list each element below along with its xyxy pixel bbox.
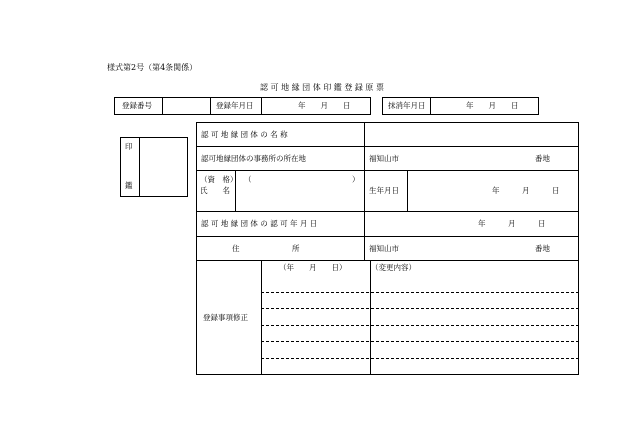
col-divider: [364, 211, 365, 260]
amendment-date-header: （年 月 日）: [279, 263, 347, 272]
representative-name-field[interactable]: [236, 189, 363, 209]
office-location-label: 認可地縁団体の事務所の所在地: [201, 154, 306, 163]
col-divider: [364, 170, 365, 211]
representative-name-label: 氏 名: [200, 186, 230, 195]
registration-date-label: 登録年月日: [216, 101, 254, 110]
birthdate-label: 生年月日: [369, 186, 399, 195]
col-divider: [407, 170, 408, 211]
address-label: 住 所: [232, 244, 300, 253]
divider: [210, 97, 211, 115]
office-location-suffix: 番地: [535, 154, 550, 163]
organization-name-field[interactable]: [365, 123, 578, 145]
qualification-field[interactable]: [250, 175, 350, 185]
office-location-city[interactable]: 福知山市: [369, 154, 399, 163]
organization-name-label: 認 可 地 縁 団 体 の 名 称: [201, 130, 288, 139]
row-divider: [196, 260, 579, 261]
qualification-paren-close: ）: [352, 175, 360, 184]
cancellation-date-label: 抹消年月日: [388, 101, 426, 110]
seal-label-top: 印: [125, 142, 133, 151]
registration-date-field[interactable]: 年 月 日: [298, 101, 351, 110]
qualification-paren-open: （: [244, 175, 252, 184]
amendment-label: 登録事項修正: [203, 313, 248, 322]
form-title: 認 可 地 縁 団 体 印 鑑 登 録 原 票: [260, 83, 384, 92]
row-divider: [196, 146, 579, 147]
qualification-label: （資 格）: [200, 175, 238, 184]
amendment-entry-area[interactable]: [262, 276, 578, 374]
divider: [261, 97, 262, 115]
form-number: 様式第2号（第4条関係）: [107, 63, 198, 72]
address-city[interactable]: 福知山市: [369, 244, 399, 253]
row-divider: [196, 170, 579, 171]
birthdate-field[interactable]: 年 月 日: [492, 186, 560, 195]
approval-date-label: 認 可 地 縁 団 体 の 認 可 年 月 日: [201, 219, 318, 228]
seal-impression-area[interactable]: [140, 138, 187, 196]
approval-date-field[interactable]: 年 月 日: [478, 219, 546, 228]
address-suffix: 番地: [535, 244, 550, 253]
amendment-content-header: （変更内容）: [371, 263, 416, 272]
seal-label-bottom: 鑑: [125, 181, 133, 190]
row-divider: [196, 211, 579, 212]
divider: [430, 97, 431, 115]
cancellation-date-field[interactable]: 年 月 日: [466, 101, 519, 110]
registration-number-label: 登録番号: [122, 101, 152, 110]
registration-number-field[interactable]: [163, 98, 209, 114]
row-divider: [196, 236, 579, 237]
